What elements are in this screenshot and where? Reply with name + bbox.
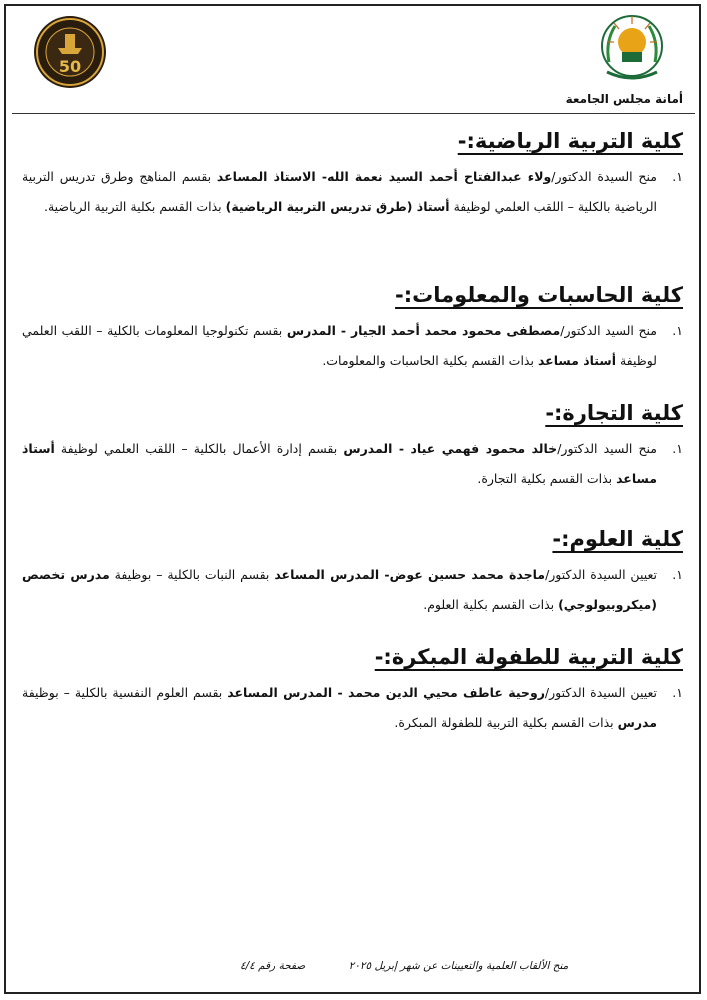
header-divider	[12, 113, 695, 114]
page-footer	[200, 960, 568, 972]
section-computers-information	[22, 280, 683, 376]
section-title: كلية الحاسبات والمعلومات:-	[395, 283, 683, 307]
page-number: صفحة رقم ٤/٤	[240, 960, 306, 972]
section-science	[22, 524, 683, 620]
golden-jubilee-logo-icon	[32, 14, 108, 90]
section-title: كلية العلوم:-	[552, 527, 683, 551]
section-title: كلية التجارة:-	[545, 401, 683, 425]
svg-text:50: 50	[58, 57, 82, 76]
list-item: ١. منح السيد الدكتور/خالد محمود فهمي عياد - المدرس بقسم إدارة الأعمال بالكلية – اللقب العلمي لوظيفة أستاذ مساعد بذات القسم بكلية التجارة.	[22, 441, 683, 486]
section-title: كلية التربية للطفولة المبكرة:-	[374, 645, 683, 669]
university-emblem-icon	[597, 12, 667, 90]
footer-title: منح الألقاب العلمية والتعيينات عن شهر إبريل ٢٠٢٥	[348, 960, 569, 972]
section-early-childhood-education	[22, 642, 683, 738]
section-title: كلية التربية الرياضية:-	[457, 129, 683, 153]
list-item: ١. تعيين السيدة الدكتور/روحية عاطف محيي الدين محمد - المدرس المساعد بقسم العلوم النفسية بالكلية – بوظيفة مدرس بذات القسم بكلية التربية للطفولة المبكرة.	[22, 685, 683, 730]
university-council-secretariat: أمانة مجلس الجامعة	[565, 92, 683, 106]
list-item: ١. تعيين السيدة الدكتور/ماجدة محمد حسين عوض- المدرس المساعد بقسم النبات بالكلية – بوظيفة مدرس تخصص (ميكروبيولوجي) بذات القسم بكلية العلوم.	[22, 567, 683, 612]
section-physical-education	[22, 126, 683, 222]
list-item: ١. منح السيدة الدكتور/ولاء عبدالفتاح أحمد السيد نعمة الله- الاستاذ المساعد بقسم المناهج وطرق تدريس التربية الرياضية بالكلية – اللقب العلمي لوظيفة أستاذ (طرق تدريس التربية الرياضية) بذات القسم بكلية التربية الرياضية.	[22, 169, 683, 214]
list-item: ١. منح السيد الدكتور/مصطفى محمود محمد أحمد الجيار - المدرس بقسم تكنولوجيا المعلومات بالكلية – اللقب العلمي لوظيفة أستاذ مساعد بذات القسم بكلية الحاسبات والمعلومات.	[22, 323, 683, 368]
section-commerce	[22, 398, 683, 494]
